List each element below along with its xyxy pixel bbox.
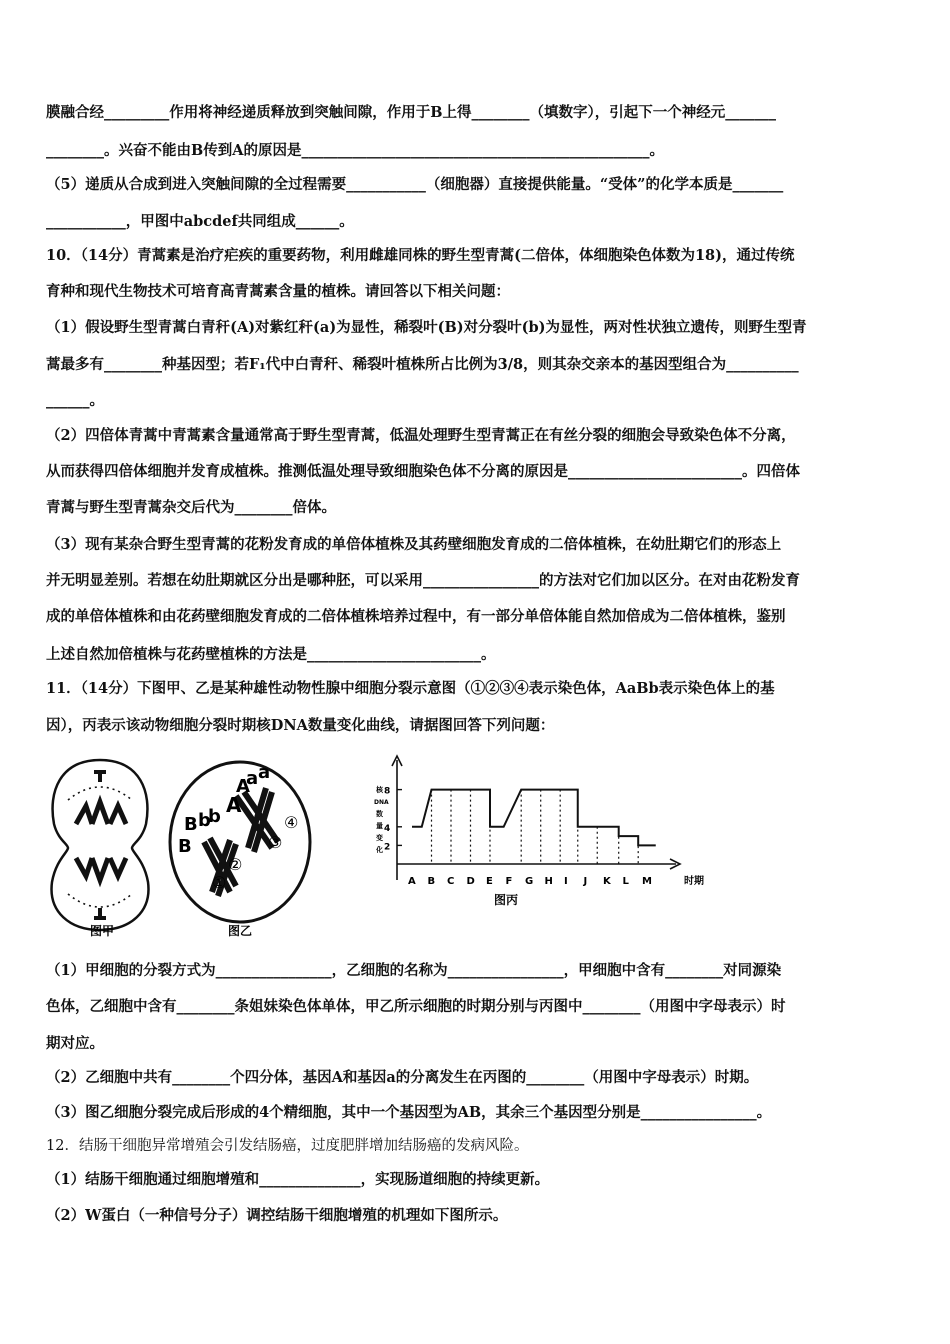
y-tick-label: 8	[384, 786, 391, 797]
gene-label: a	[258, 762, 271, 783]
y-axis-label: 量	[376, 822, 383, 830]
x-tick-label: I	[564, 876, 568, 887]
y-axis-label: 化	[376, 846, 383, 854]
chromosome-label: ④	[284, 813, 299, 832]
text-line: （1）假设野生型青蒿白青秆(A)对紫红秆(a)为显性，稀裂叶(B)对分裂叶(b)为显性，两对性状独立遗传，则野生型青	[46, 319, 807, 336]
y-axis-label: DNA	[374, 799, 389, 806]
text-line: 色体，乙细胞中含有________条姐妹染色体单体，甲乙所示细胞的时期分别与丙图中________（用图中字母表示）时	[46, 998, 786, 1015]
question-10-title: 10．（14分）青蒿素是治疗疟疾的重要药物，利用雌雄同株的野生型青蒿(二倍体，体细胞染色体数为18)，通过传统	[46, 247, 795, 264]
text-line: （5）递质从合成到进入突触间隙的全过程需要___________（细胞器）直接提供能量。“受体”的化学本质是_______	[46, 176, 784, 193]
text-line: （1）甲细胞的分裂方式为________________，乙细胞的名称为________________，甲细胞中含有________对同源染	[46, 962, 782, 979]
question-12-title: 12．结肠干细胞异常增殖会引发结肠癌，过度肥胖增加结肠癌的发病风险。	[46, 1138, 529, 1154]
text-line: ________。兴奋不能由B传到A的原因是________________________________________________。	[46, 142, 665, 159]
x-tick-label: H	[544, 876, 553, 887]
text-line: 期对应。	[46, 1035, 104, 1052]
text-line: （1）结肠干细胞通过细胞增殖和______________，实现肠道细胞的持续更新。	[46, 1171, 550, 1188]
x-tick-label: A	[408, 876, 416, 887]
text-line: （2）四倍体青蒿中青蒿素含量通常高于野生型青蒿，低温处理野生型青蒿正在有丝分裂的细胞会导致染色体不分离，	[46, 427, 796, 444]
text-line: （3）图乙细胞分裂完成后形成的4个精细胞，其中一个基因型为AB，其余三个基因型分别是________________。	[46, 1104, 772, 1121]
cell-yi-diagram	[170, 762, 310, 922]
dna-series-line	[412, 790, 656, 846]
y-tick-label: 4	[384, 823, 391, 834]
chromosome-label: ③	[268, 833, 283, 852]
x-axis-unit: 时期	[684, 876, 704, 887]
y-axis-label: 核	[376, 786, 383, 794]
x-tick-label: E	[486, 876, 493, 887]
x-tick-label: D	[466, 876, 475, 887]
x-tick-label: K	[603, 876, 611, 887]
x-tick-label: G	[525, 876, 534, 887]
text-line: 成的单倍体植株和由花药壁细胞发育成的二倍体植株培养过程中，有一部分单倍体能自然加倍成为二倍体植株，鉴别	[46, 608, 786, 625]
text-line: 育种和现代生物技术可培育高青蒿素含量的植株。请回答以下相关问题：	[46, 283, 510, 300]
text-line: 青蒿与野生型青蒿杂交后代为________倍体。	[46, 499, 336, 516]
gene-label: b	[208, 806, 221, 827]
text-line: ___________，甲图中abcdef共同组成______。	[46, 213, 354, 230]
gene-label: b	[198, 810, 211, 831]
chromosome-label: ②	[228, 855, 243, 874]
gene-label: B	[184, 814, 198, 835]
jia-caption: 图甲	[90, 924, 115, 938]
x-tick-label: C	[447, 876, 455, 887]
text-line: 蒿最多有________种基因型；若F₁代中白青秆、稀裂叶植株所占比例为3/8，则其杂交亲本的基因型组合为__________	[46, 356, 799, 373]
figure-panel	[40, 752, 720, 942]
x-tick-label: M	[642, 876, 652, 887]
text-line: （2）W蛋白（一种信号分子）调控结肠干细胞增殖的机理如下图所示。	[46, 1207, 508, 1224]
text-line: 并无明显差别。若想在幼肚期就区分出是哪种胚，可以采用________________的方法对它们加以区分。在对由花粉发育	[46, 572, 800, 589]
chromosome-label: ①	[212, 873, 227, 892]
y-axis-label: 变	[376, 834, 383, 842]
y-tick-label: 2	[384, 842, 391, 853]
x-tick-label: F	[505, 876, 513, 887]
text-line: （3）现有某杂合野生型青蒿的花粉发育成的单倍体植株及其药壁细胞发育成的二倍体植株，在幼肚期它们的形态上	[46, 536, 782, 553]
text-line: （2）乙细胞中共有________个四分体，基因A和基因a的分离发生在丙图的________（用图中字母表示）时期。	[46, 1069, 759, 1086]
text-line: 膜融合经_________作用将神经递质释放到突触间隙，作用于B上得________（填数字），引起下一个神经元_______	[46, 104, 777, 121]
y-axis-label: 数	[376, 810, 383, 818]
text-line: 上述自然加倍植株与花药壁植株的方法是________________________。	[46, 646, 496, 663]
x-tick-label: L	[622, 876, 629, 887]
dna-chart	[374, 756, 704, 907]
question-11-title: 11．（14分）下图甲、乙是某种雄性动物性腺中细胞分裂示意图（①②③④表示染色体，AaBb表示染色体上的基	[46, 680, 775, 697]
text-line: ______。	[46, 392, 104, 409]
gene-label: a	[246, 768, 259, 789]
gene-label: A	[236, 776, 250, 797]
x-tick-label: J	[583, 876, 588, 887]
x-tick-label: B	[427, 876, 436, 887]
gene-label: B	[178, 836, 192, 857]
text-line: 因），丙表示该动物细胞分裂时期核DNA数量变化曲线，请据图回答下列问题：	[46, 717, 555, 734]
yi-caption: 图乙	[228, 924, 253, 938]
cell-jia-diagram	[52, 760, 149, 930]
text-line: 从而获得四倍体细胞并发育成植株。推测低温处理导致细胞染色体不分离的原因是________________________。四倍体	[46, 463, 800, 480]
gene-label: A	[226, 793, 242, 817]
bing-caption: 图丙	[494, 893, 519, 907]
